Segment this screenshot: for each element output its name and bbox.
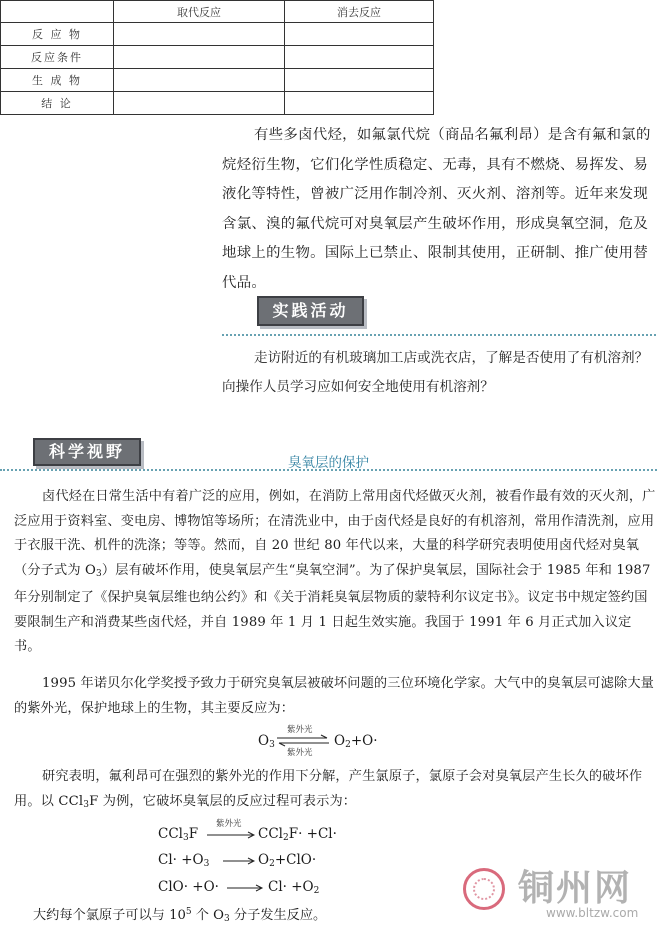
paragraph-text: 卤代烃在日常生活中有着广泛的应用，例如，在消防上常用卤代烃做灭火剂，被看作最有效的灭火剂，广泛应用于资料室、变电房、博物馆等场所；在清洗业中，由于卤代烃是良好的有机溶剂，常用作清洗剂，应用于衣服干洗、机件的洗涤；等等。然而，自 20 世纪 80 年代以来，大量的科学研究表明使用卤代烃对臭氧（分子式为 O (14, 489, 656, 578)
table-header-row (1, 1, 434, 23)
arrow-icon (222, 856, 256, 866)
body-paragraph (222, 121, 656, 298)
dotted-divider (0, 469, 657, 471)
paragraph-text: 大约每个氯原子可以与 10 (33, 908, 186, 923)
uv-label: 紫外光 (216, 819, 242, 829)
subscript: 2 (269, 859, 275, 869)
dotted-divider (222, 334, 656, 336)
practice-activity-badge: 实践活动 (257, 296, 364, 326)
watermark-logo-inner (473, 878, 495, 900)
row-label: 反应条件 (1, 46, 114, 69)
paragraph-text: 个 O (191, 908, 224, 923)
paragraph-text: 有些多卤代烃，如氟氯代烷（商品名氟利昂）是含有氟和氯的烷烃衍生物，它们化学性质稳定、无毒，具有不燃烧、易挥发、易液化等特性，曾被广泛用作制冷剂、灭火剂、溶剂等。近年来发现含氯、溴的氟代烷可对臭氧层产生破坏作用，形成臭氧空洞，危及地球上的生物。国际上已禁止、限制其使用，正研制、推广使用替代品。 (222, 127, 651, 291)
formula: O (334, 733, 346, 749)
table-cell (285, 23, 434, 46)
row-label: 生 成 物 (1, 69, 114, 92)
table-cell (285, 46, 434, 69)
reaction-products (258, 852, 316, 869)
science-paragraph (14, 765, 657, 817)
table-row (1, 46, 434, 69)
arrow-icon (206, 830, 256, 840)
subscript: 2 (345, 740, 351, 750)
paragraph-text: F 为例，它破坏臭氧层的反应过程可表示为： (89, 793, 357, 809)
table-row (1, 23, 434, 46)
closing-sentence (33, 904, 326, 924)
formula: +O· (350, 733, 378, 749)
table-cell (114, 92, 285, 115)
formula: CCl (158, 826, 183, 842)
formula: +ClO· (274, 852, 317, 868)
science-horizon-badge: 科学视野 (33, 438, 141, 466)
table-header-cell: 取代反应 (114, 1, 285, 23)
reaction-equation (158, 852, 209, 869)
formula: Cl· +O (268, 879, 314, 895)
watermark-text: 铜州网 (518, 867, 633, 909)
formula: Cl· +O (158, 852, 204, 868)
table-cell (285, 69, 434, 92)
formula: O (258, 852, 270, 868)
science-paragraph (14, 672, 657, 721)
table-cell (114, 46, 285, 69)
practice-paragraph (222, 344, 656, 401)
subscript: 3 (223, 914, 230, 924)
formula: CCl (258, 826, 283, 842)
superscript: 5 (185, 907, 192, 917)
section-title: 臭氧层的保护 (288, 455, 369, 471)
subscript: 3 (83, 799, 90, 810)
comparison-table (0, 0, 434, 115)
paragraph-text: 分子发生反应。 (229, 908, 327, 923)
reaction-products (268, 879, 319, 896)
row-label: 结 论 (1, 92, 114, 115)
ozone-equation (258, 733, 275, 750)
practice-text: 走访附近的有机玻璃加工店或洗衣店，了解是否使用了有机溶剂？向操作人员学习应如何安全地使用有机溶剂？ (222, 350, 649, 395)
reaction-equation (158, 826, 198, 843)
ozone-equation-products (334, 733, 377, 750)
table-header-cell (1, 1, 114, 23)
formula: ClO· +O· (158, 879, 219, 895)
arrow-icon (226, 883, 264, 893)
uv-label: 紫外光 (287, 725, 313, 735)
reaction-equation (158, 879, 219, 895)
table-header-cell: 消去反应 (285, 1, 434, 23)
subscript: 2 (313, 886, 320, 896)
table-row (1, 92, 434, 115)
row-label: 反 应 物 (1, 23, 114, 46)
paragraph-text: 1995 年诺贝尔化学奖授予致力于研究臭氧层被破坏问题的三位环境化学家。大气中的臭氧层可滤除大量的紫外光，保护地球上的生物，其主要反应为： (14, 676, 655, 716)
subscript: 2 (282, 833, 289, 843)
table-cell (114, 69, 285, 92)
formula: F· +Cl· (288, 826, 337, 842)
table-cell (114, 23, 285, 46)
subscript: 3 (96, 568, 102, 579)
science-paragraph (14, 485, 657, 660)
watermark-url: www.bltzw.com (546, 906, 639, 920)
paragraph-text: ）层有破坏作用，使臭氧层产生“臭氧空洞”。为了保护臭氧层，国际社会于 1985 年和 1987 年分别制定了《保护臭氧层维也纳公约》和《关于消耗臭氧层物质的蒙特利尔议定书》。议定书中规定签约国要限制生产和消费某些卤代烃，并自 1989 年 1 月 1 日起生效实施。我国于 1991 年 6 月正式加入议定书。 (14, 562, 651, 654)
uv-label: 紫外光 (287, 748, 313, 758)
table-row (1, 69, 434, 92)
subscript: 3 (203, 859, 210, 869)
formula: F (188, 826, 199, 842)
table-cell (285, 92, 434, 115)
formula: O (258, 733, 270, 749)
subscript: 3 (269, 740, 275, 750)
reaction-products (258, 826, 337, 843)
paragraph-text: 研究表明，氟利昂可在强烈的紫外光的作用下分解，产生氯原子，氯原子会对臭氧层产生长久的破坏作用。以 CCl (14, 769, 643, 809)
subscript: 3 (182, 833, 189, 843)
